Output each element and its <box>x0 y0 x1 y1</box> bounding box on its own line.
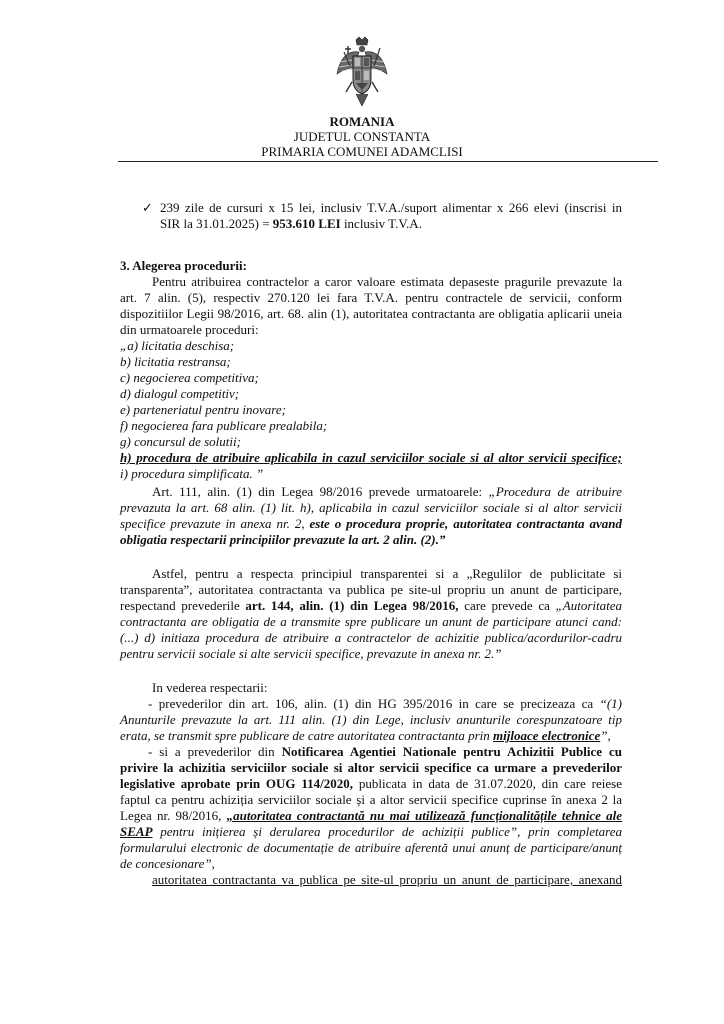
list-item: f) negocierea fara publicare prealabila; <box>120 418 328 433</box>
header-town-hall: PRIMARIA COMUNEI ADAMCLISI <box>261 144 463 159</box>
p4-last-line: autoritatea contractanta va publica pe site-ul propriu un anunt de participare, anexand <box>152 872 622 887</box>
p2-line-4: obligatia respectarii principiilor prevazute la art. 2 alin. (2).” <box>120 532 446 547</box>
header-county: JUDETUL CONSTANTA <box>293 129 431 144</box>
p4-line-10: formularului electronic de documentație de atribuire aferentă unui anunț de participare/anunț <box>120 840 622 855</box>
p1-line-1: Pentru atribuirea contractelor a caror valoare estimata depaseste pragurile prevazute la <box>152 274 622 289</box>
p4-line-11: de concesionare”, <box>120 856 215 871</box>
header-divider <box>118 161 658 162</box>
list-item-highlighted: h) procedura de atribuire aplicabila in cazul serviciilor sociale si al altor servicii specifice; <box>120 450 622 465</box>
list-item: e) parteneriatul pentru inovare; <box>120 402 286 417</box>
p3-line-6: pentru servicii sociale si alte servicii specifice, prevazute in anexa nr. 2.” <box>120 646 502 661</box>
p4-line-1: - prevederilor din art. 106, alin. (1) din HG 395/2016 in care se precizeaza ca “(1) <box>148 696 622 711</box>
list-item: c) negocierea competitiva; <box>120 370 259 385</box>
p1-line-4: din urmatoarele proceduri: <box>120 322 259 337</box>
section-heading: 3. Alegerea procedurii: <box>120 258 247 273</box>
list-item: i) procedura simplificata. ” <box>120 466 264 481</box>
p3-line-4: contractanta are obligatia de a transmite spre publicare un anunt de participare atunci cand: <box>120 614 622 629</box>
p4-line-9: SEAP pentru inițierea și derularea procedurilor de achiziții publice”, prin completarea <box>120 824 622 839</box>
p3-line-5: (...) d) initiaza procedura de atribuire a contractelor de achizitie publica/acordurilor-cadru <box>120 630 622 645</box>
p4-line-4: - si a prevederilor din Notificarea Agentiei Nationale pentru Achizitii Publice cu <box>148 744 622 759</box>
list-item: b) licitatia restransa; <box>120 354 231 369</box>
p4-line-3: erata, se transmit spre publicare de catre autoritatea contractanta prin mijloace electronice”, <box>120 728 611 743</box>
bullet-line-2: SIR la 31.01.2025) = 953.610 LEI inclusiv T.V.A. <box>160 216 422 231</box>
list-item: g) concursul de solutii; <box>120 434 241 449</box>
total-amount: 953.610 LEI <box>272 216 341 231</box>
bullet-line-1: 239 zile de cursuri x 15 lei, inclusiv T.V.A./suport alimentar x 266 elevi (inscrisi in <box>160 200 622 215</box>
p3-line-3: respectand prevederile art. 144, alin. (1) din Legea 98/2016, care prevede ca „Autoritatea <box>120 598 622 613</box>
p4-line-2: Anunturile prevazute la art. 111 alin. (1) din Lege, inclusiv anunturile corespunzatoare tip <box>120 712 622 727</box>
p3-line-1: Astfel, pentru a respecta principiul transparentei si a „Regulilor de publicitate si <box>152 566 622 581</box>
p1-line-3: dispozitiilor Legii 98/2016, art. 68. alin (1), autoritatea contractanta are obligatia aplicarii uneia <box>120 306 622 321</box>
p2-line-2: prevazuta la art. 68 alin. (1) lit. h), aplicabila in cazul serviciilor sociale si al altor servicii <box>120 500 622 515</box>
p3-line-2: transparenta”, autoritatea contractanta va publica pe site-ul propriu un anunt de participare, <box>120 582 622 597</box>
p2-line-1: Art. 111, alin. (1) din Legea 98/2016 prevede urmatoarele: „Procedura de atribuire <box>152 484 622 499</box>
p4-line-6: legislative aprobate prin OUG 114/2020, publicata in data de 31.07.2020, din care reiese <box>120 776 622 791</box>
p4-line-7: faptul ca pentru achiziția serviciilor sociale și a altor servicii specifice cuprinse în anexa 2 la <box>120 792 622 807</box>
checkmark-icon: ✓ <box>142 200 153 215</box>
p1-line-2: art. 7 alin. (5), respectiv 270.120 lei fara T.V.A. pentru contractele de servicii, conform <box>120 290 622 305</box>
p2-line-3: specifice prevazute in anexa nr. 2, este o procedura proprie, autoritatea contractanta avand <box>120 516 622 531</box>
p4-line-8: Legea nr. 98/2016, „autoritatea contractantă nu mai utilizează funcționalitățile tehnice ale <box>120 808 622 823</box>
list-item: d) dialogul competitiv; <box>120 386 240 401</box>
p4-intro: In vederea respectarii: <box>152 680 268 695</box>
coat-of-arms-icon <box>334 36 390 110</box>
header-country: ROMANIA <box>329 114 395 129</box>
p4-line-5: privire la achizitia serviciilor sociale si altor servicii specifice ca urmare a prevederilor <box>120 760 622 775</box>
list-item: „a) licitatia deschisa; <box>120 338 235 353</box>
